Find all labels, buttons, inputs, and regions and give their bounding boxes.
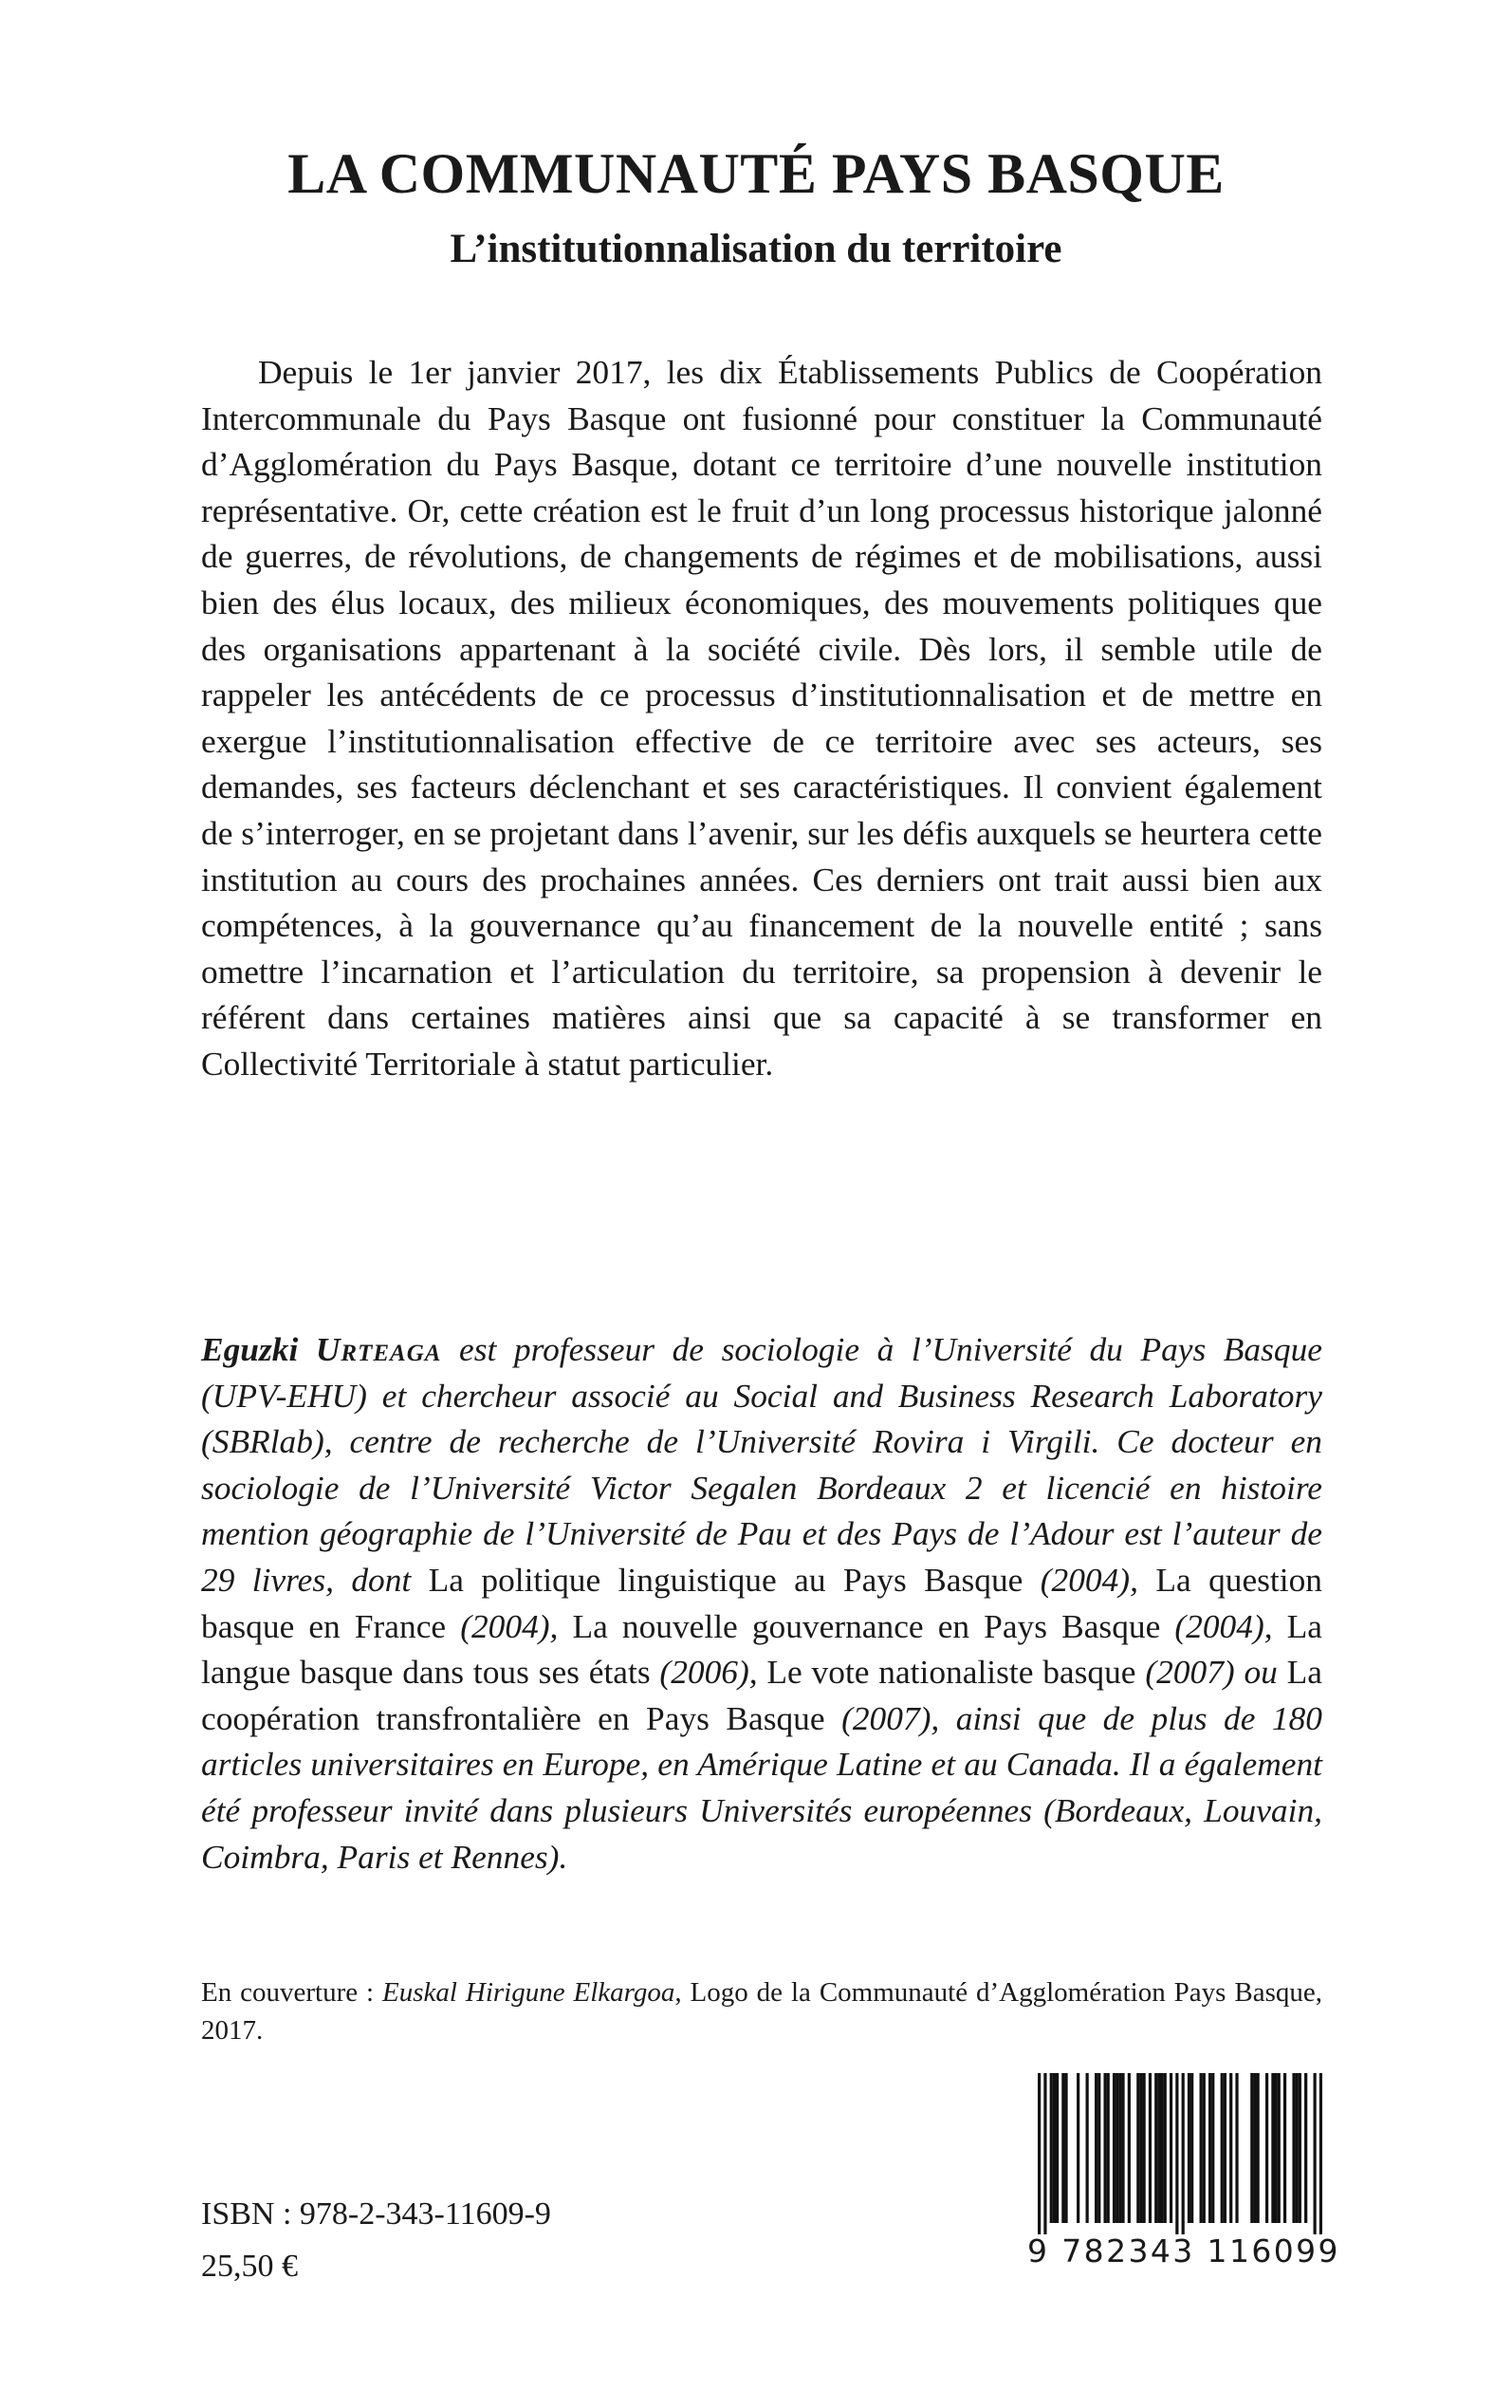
barcode-bar — [1128, 2073, 1131, 2223]
barcode-bar — [1143, 2073, 1146, 2223]
book-year-3: (2004), — [1160, 1606, 1287, 1645]
isbn: ISBN : 978-2-343-11609-9 — [201, 2196, 551, 2232]
barcode-bar — [1188, 2073, 1190, 2223]
barcode-bar — [1050, 2073, 1053, 2223]
barcode-bar — [1113, 2073, 1116, 2223]
barcode-bar — [1278, 2073, 1281, 2223]
barcode-bar — [1190, 2073, 1193, 2223]
barcode-bar — [1208, 2073, 1211, 2223]
barcode-bar — [1299, 2073, 1301, 2223]
barcode-bars — [1027, 2073, 1322, 2234]
barcode-bar — [1292, 2073, 1295, 2223]
book-year-6: (2007), — [824, 1698, 956, 1737]
barcode-digits: 9 782343 116099 — [1027, 2232, 1340, 2269]
barcode-bar — [1304, 2073, 1307, 2223]
barcode-bar — [1157, 2073, 1160, 2223]
book-title-6: La coopération transfrontalière en Pays Basque — [201, 1653, 1322, 1737]
barcode-bar — [1170, 2073, 1172, 2223]
barcode-guard-bar — [1182, 2073, 1185, 2234]
barcode-bar — [1097, 2073, 1100, 2223]
barcode-guard-bar — [1043, 2073, 1046, 2234]
author-first-name: Eguzki — [201, 1330, 299, 1368]
book-year-4: (2006), — [650, 1653, 767, 1692]
barcode-bar — [1253, 2073, 1256, 2223]
barcode-guard-bar — [1175, 2073, 1178, 2234]
barcode-bar — [1103, 2073, 1106, 2223]
barcode-bar — [1203, 2073, 1206, 2223]
barcode-guard-bar — [1319, 2073, 1322, 2234]
book-title-5: Le vote nationaliste basque — [766, 1653, 1136, 1692]
barcode-bar — [1274, 2073, 1277, 2223]
barcode-bar — [1265, 2073, 1268, 2223]
barcode-bar — [1061, 2073, 1064, 2223]
barcode-bar — [1095, 2073, 1097, 2223]
barcode-bar — [1121, 2073, 1124, 2223]
cover-artwork-title: Euskal Hirigune Elkargoa — [382, 1977, 675, 2008]
author-last-name: Urteaga — [315, 1330, 442, 1368]
barcode-bar — [1149, 2073, 1152, 2223]
barcode-bar — [1250, 2073, 1253, 2223]
book-summary: Depuis le 1er janvier 2017, les dix Établissements Publics de Coopération Intercommunale du Pays Basque ont fusionné pour constituer la Communauté d’Agglomération du Pays Basque, dotant ce territoire d’une nouvelle institution représentative. Or, cette création est le fruit d’un long processus historique jalonné de guerres, de révolutions, de changements de régimes et de mobilisations, aussi bien des élus locaux, des milieux économiques, des mouvements politiques que des organisations appartenant à la société civile. Dès lors, il semble utile de rappeler les antécédents de ce processus d’institutionnalisation et de mettre en exergue l’institutionnalisation effective de ce territoire avec ses acteurs, ses demandes, ses facteurs déclenchant et ses caractéristiques. Il convient également de s’interroger, en se projetant dans l’avenir, sur les défis auxquels se heurtera cette institution au cours des prochaines années. Ces derniers ont trait aussi bien aux compétences, à la gouvernance qu’au financement de la nouvelle entité ; sans omettre l’incarnation et l’articulation du territoire, sa propension à devenir le référent dans certaines matières ainsi que sa capacité à se transformer en Collectivité Territoriale à statut particulier. — [201, 353, 1322, 1083]
barcode-bar — [1271, 2073, 1274, 2223]
barcode-bar — [1064, 2073, 1067, 2223]
barcode-bar — [1283, 2073, 1286, 2223]
barcode-bar — [1154, 2073, 1157, 2223]
cover-credit-prefix: En couverture : — [201, 1977, 383, 2008]
barcode-bar — [1077, 2073, 1079, 2223]
barcode-guard-bar — [1314, 2073, 1317, 2234]
barcode-bar — [1164, 2073, 1167, 2223]
book-title-1: La politique linguistique au Pays Basque — [428, 1560, 1023, 1599]
barcode-bar — [1200, 2073, 1203, 2223]
barcode-bar — [1107, 2073, 1110, 2223]
author-bio — [201, 1326, 1322, 1880]
barcode-bar — [1136, 2073, 1139, 2223]
book-title-2: La question basque en France — [201, 1560, 1322, 1645]
barcode-guard-bar — [1038, 2073, 1041, 2234]
book-year-2: (2004), — [446, 1606, 573, 1645]
barcode-bar — [1257, 2073, 1260, 2223]
book-year-5: (2007) ou — [1135, 1653, 1287, 1692]
cover-credit-suffix: , Logo de la Communauté d’Agglomération Pays Basque, 2017. — [201, 1977, 1322, 2046]
barcode-bar — [1221, 2073, 1224, 2223]
barcode-bar — [1160, 2073, 1163, 2223]
book-year-1: (2004), — [1023, 1560, 1156, 1599]
barcode-bar — [1224, 2073, 1226, 2223]
barcode-bar — [1211, 2073, 1214, 2223]
barcode-bar — [1086, 2073, 1089, 2223]
barcode-bar — [1296, 2073, 1299, 2223]
price: 25,50 € — [201, 2249, 298, 2284]
barcode-bar — [1053, 2073, 1056, 2223]
barcode-bar — [1116, 2073, 1118, 2223]
barcode — [1027, 2073, 1340, 2277]
cover-credit — [201, 1973, 1322, 2049]
book-subtitle: L’institutionnalisation du territoire — [450, 227, 1062, 271]
book-title-3: La nouvelle gouvernance en Pays Basque — [572, 1606, 1161, 1645]
barcode-bar — [1139, 2073, 1142, 2223]
barcode-bar — [1229, 2073, 1232, 2223]
barcode-bar — [1056, 2073, 1059, 2223]
bio-outro: ainsi que de plus de 180 articles universitaires en Europe, en Amérique Latine et au Canada. Il a également été professeur invité dans plusieurs Universités européennes (Bordeaux, Louvain, Coimbra, Paris et Rennes). — [201, 1698, 1322, 1876]
barcode-bar — [1235, 2073, 1238, 2223]
barcode-bar — [1118, 2073, 1121, 2223]
book-title: LA COMMUNAUTÉ PAYS BASQUE — [287, 142, 1225, 205]
book-title-4: La langue basque dans tous ses états — [201, 1606, 1322, 1692]
bio-intro: est professeur de sociologie à l’Université du Pays Basque (UPV-EHU) et chercheur associé au Social and Business Research Laboratory (SBRlab), centre de recherche de l’Université Rovira i Virgili. Ce docteur en sociologie de l’Université Victor Segalen Bordeaux 2 et licencié en histoire mention géographie de l’Université de Pau et des Pays de l’Adour est l’auteur de 29 livres, dont — [201, 1330, 1322, 1599]
